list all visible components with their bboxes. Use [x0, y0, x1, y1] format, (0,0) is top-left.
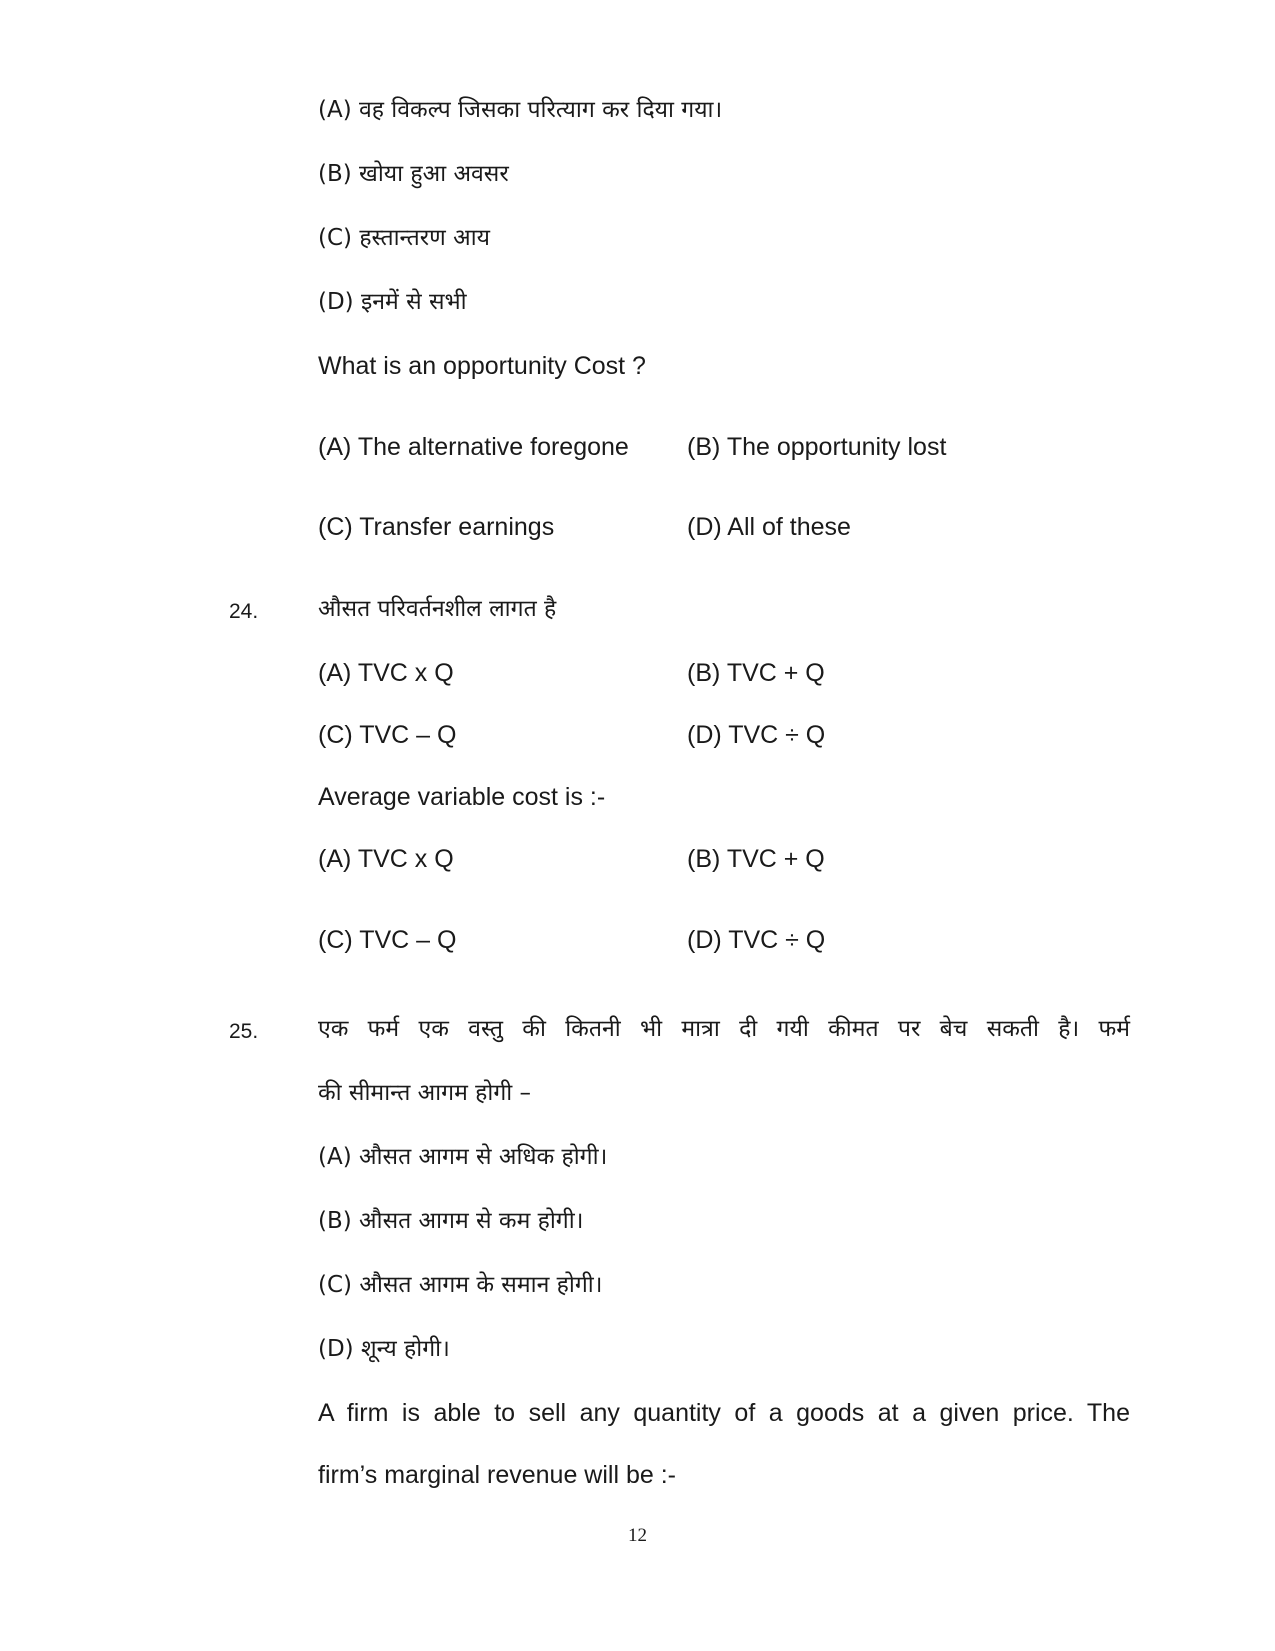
q23-hindi-option-a: (A) वह विकल्प जिसका परित्याग कर दिया गया।	[318, 97, 723, 123]
q25-number: 25.	[229, 1020, 259, 1043]
q25-hindi-question-line1: एक फर्म एक वस्तु की कितनी भी मात्रा दी गयी कीमत पर बेच सकती है। फर्म	[318, 1016, 1130, 1042]
q25-hindi-option-b: (B) औसत आगम से कम होगी।	[318, 1208, 584, 1234]
q23-english-option-a: (A) The alternative foregone	[318, 433, 629, 461]
q23-english-option-c: (C) Transfer earnings	[318, 513, 555, 541]
q24-number: 24.	[229, 600, 259, 623]
q24-english-option-a: (A) TVC x Q	[318, 845, 454, 873]
q24-english-option-c: (C) TVC – Q	[318, 926, 457, 954]
q25-hindi-option-a: (A) औसत आगम से अधिक होगी।	[318, 1144, 608, 1170]
q23-english-question: What is an opportunity Cost ?	[318, 352, 646, 380]
q25-english-question-line1: A firm is able to sell any quantity of a goods at a given price. The	[318, 1399, 1130, 1427]
q24-english-option-b: (B) TVC + Q	[687, 845, 825, 873]
q24-hindi-option-d: (D) TVC ÷ Q	[687, 721, 826, 749]
q23-hindi-option-c: (C) हस्तान्तरण आय	[318, 225, 490, 251]
q25-hindi-option-c: (C) औसत आगम के समान होगी।	[318, 1272, 603, 1298]
q23-hindi-option-b: (B) खोया हुआ अवसर	[318, 161, 509, 187]
q25-hindi-question-line2: की सीमान्त आगम होगी –	[318, 1080, 532, 1106]
q23-english-option-b: (B) The opportunity lost	[687, 433, 947, 461]
q25-hindi-option-d: (D) शून्य होगी।	[318, 1336, 450, 1362]
page-number: 12	[628, 1525, 647, 1546]
q24-english-option-d: (D) TVC ÷ Q	[687, 926, 826, 954]
q24-hindi-option-b: (B) TVC + Q	[687, 659, 825, 687]
q24-english-question: Average variable cost is :-	[318, 783, 606, 811]
q24-hindi-option-c: (C) TVC – Q	[318, 721, 457, 749]
q25-english-question-line2: firm’s marginal revenue will be :-	[318, 1461, 676, 1489]
q23-hindi-option-d: (D) इनमें से सभी	[318, 289, 467, 315]
q23-english-option-d: (D) All of these	[687, 513, 851, 541]
q24-hindi-option-a: (A) TVC x Q	[318, 659, 454, 687]
q24-hindi-question: औसत परिवर्तनशील लागत है	[318, 596, 557, 622]
